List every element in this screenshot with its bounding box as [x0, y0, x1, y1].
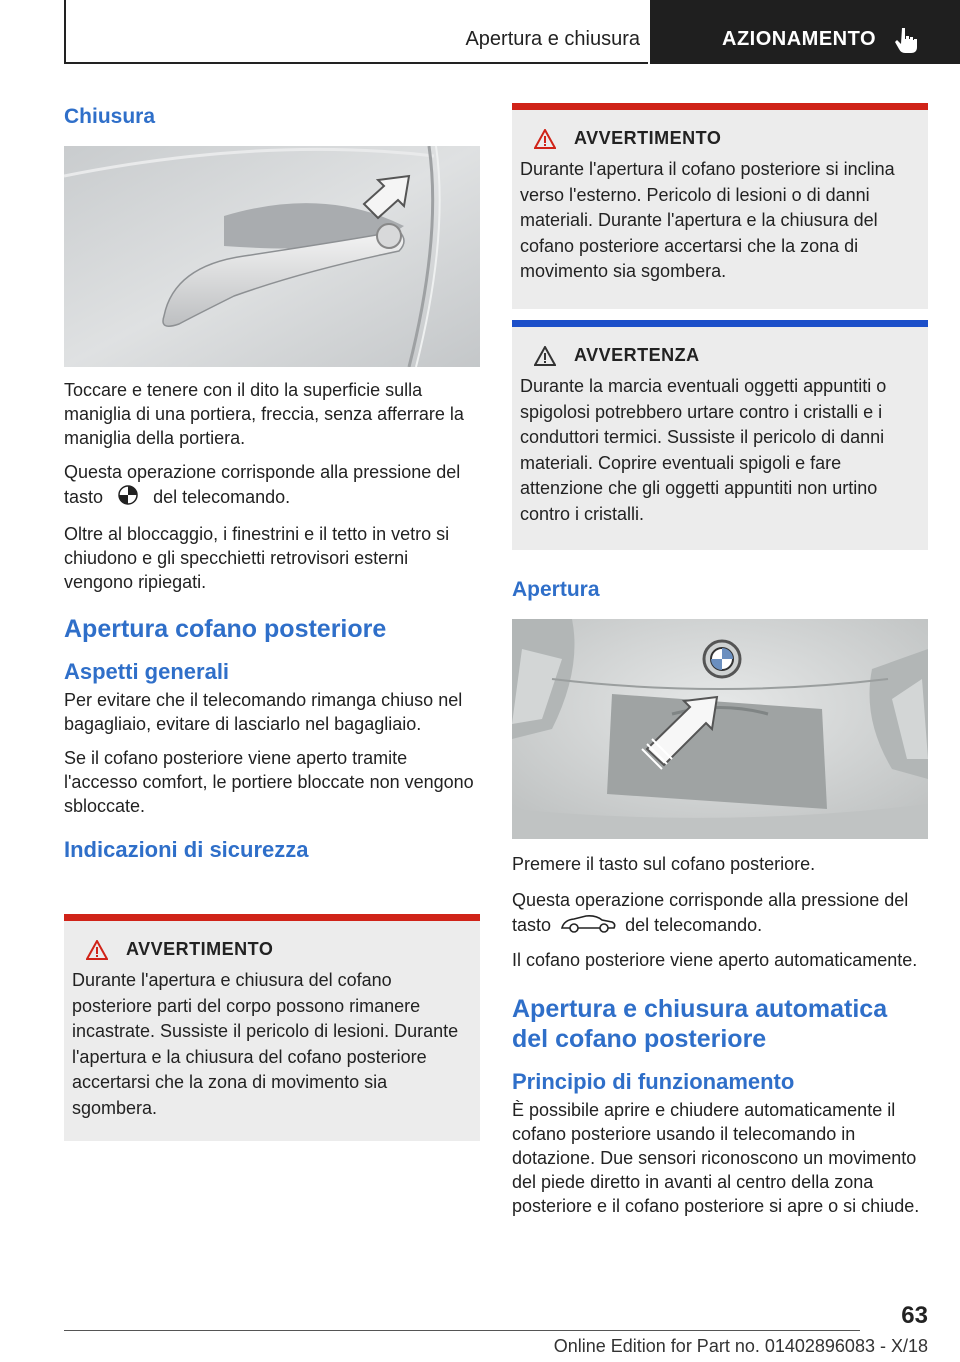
warning-box — [512, 103, 928, 309]
header-section-title: Apertura e chiusura — [465, 28, 640, 50]
warning-title: AVVERTIMENTO — [574, 128, 722, 148]
warning-title: AVVERTIMENTO — [126, 939, 274, 959]
warning-text: Durante l'apertura il cofano posteriore si inclina verso l'esterno. Pericolo di lesioni o di danni materiali. Durante l'apertura e la chiusura del cofano posteriore accertarsi che la zona di movimento sia sgombera. — [520, 159, 895, 281]
subheading-principio: Principio di funzionamento — [512, 1069, 795, 1094]
notice-title: AVVERTENZA — [574, 345, 700, 365]
notice-box — [512, 320, 928, 550]
principio-paragraph-1: È possibile aprire e chiudere automaticamente il cofano posteriore usando il telecomando in dotazione. Due sensori riconoscono un movimento del piede diretto in avanti al centro della zona posteriore e il cofano posteriore si apre o si chiude. — [512, 1100, 920, 1216]
aspetti-paragraph-1: Per evitare che il telecomando rimanga chiuso nel bagagliaio, evitare di lasciarlo nel bagagliaio. — [64, 690, 463, 734]
apertura-paragraph-3: Il cofano posteriore viene aperto automaticamente. — [512, 950, 918, 970]
chiusura-paragraph-2 — [64, 460, 480, 512]
header-rule-bottom — [64, 62, 648, 64]
chiusura-paragraph-2-b: del telecomando. — [153, 486, 291, 507]
warning-triangle-icon — [534, 129, 556, 149]
lock-button-icon — [108, 484, 148, 512]
section-heading-chiusura: Chiusura — [64, 105, 156, 128]
notice-text: Durante la marcia eventuali oggetti appuntiti o spigolosi potrebbero urtare contro i cristalli e i conduttori termici. Sussiste il pericolo di danni materiali. Coprire eventuali spigoli e fare attenzione che gli oggetti appuntiti non urtino contro i cristalli. — [520, 376, 887, 524]
warning-title-row — [520, 128, 920, 149]
door-handle-photo — [64, 146, 480, 367]
notice-triangle-icon — [534, 346, 556, 366]
footer-edition: Online Edition for Part no. 01402896083 - X/18 — [553, 1336, 928, 1356]
section-heading-automatica: Apertura e chiusura automatica del cofano posteriore — [512, 995, 888, 1053]
warning-text: Durante l'apertura e chiusura del cofano posteriore parti del corpo possono rimanere incastrate. Sussiste il pericolo di lesioni. Durante l'apertura e la chiusura del cofano posteriore accertarsi che la zona di movimento sia sgombera. — [72, 970, 459, 1118]
notice-title-row — [520, 345, 920, 366]
chiusura-paragraph-2-a: Questa operazione corrisponde alla pressione del tasto — [64, 462, 461, 507]
apertura-paragraph-2 — [512, 888, 928, 940]
apertura-paragraph-2-b: del telecomando. — [625, 914, 763, 935]
warning-box — [64, 914, 480, 1141]
warning-triangle-icon — [86, 940, 108, 960]
section-heading-apertura-cofano: Apertura cofano posteriore — [64, 615, 387, 643]
subheading-aspetti-generali: Aspetti generali — [64, 659, 230, 684]
aspetti-paragraph-2: Se il cofano posteriore viene aperto tramite l'accesso comfort, le portiere bloccate non vengono sbloccate. — [64, 748, 474, 816]
header-chapter-title: AZIONAMENTO — [722, 28, 877, 50]
section-heading-apertura: Apertura — [512, 578, 600, 601]
footer-rule — [64, 1330, 860, 1331]
trunk-button-photo — [512, 619, 928, 839]
apertura-paragraph-1: Premere il tasto sul cofano posteriore. — [512, 854, 816, 874]
chiusura-paragraph-3: Oltre al bloccaggio, i finestrini e il tetto in vetro si chiudono e gli specchietti retrovisori esterni vengono ripiegati. — [64, 524, 450, 592]
warning-title-row — [72, 939, 472, 960]
chiusura-paragraph-1: Toccare e tenere con il dito la superficie sulla maniglia di una portiera, freccia, senza afferrare la maniglia della portiera. — [64, 380, 464, 448]
trunk-button-icon — [556, 912, 620, 940]
apertura-paragraph-2-a: Questa operazione corrisponde alla pressione del tasto — [512, 890, 909, 935]
page-number: 63 — [901, 1302, 928, 1329]
subheading-sicurezza: Indicazioni di sicurezza — [64, 837, 309, 862]
header-rule-left — [64, 0, 66, 64]
hand-pointer-icon — [893, 26, 921, 59]
